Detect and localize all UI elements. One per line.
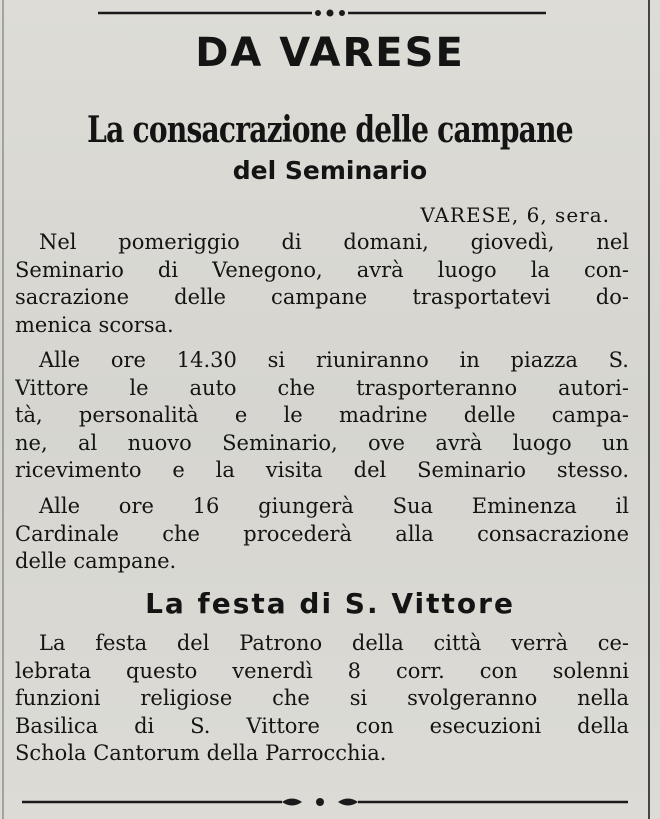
column-rule-right bbox=[648, 0, 650, 819]
subheadline: del Seminario bbox=[232, 156, 428, 185]
text-line: Cardinale che procederà alla consacrazione bbox=[15, 521, 629, 546]
paragraph-3 bbox=[15, 493, 629, 576]
text-line: funzioni religiose che si svolgeranno nella bbox=[15, 686, 629, 710]
ornamental-rule-top-icon bbox=[20, 6, 630, 20]
text-line: Seminario di Venegono, avrà luogo la con- bbox=[15, 257, 629, 282]
text-line: lebrata questo venerdì 8 corr. con solenni bbox=[15, 658, 629, 683]
headline: La consacrazione delle campane bbox=[87, 109, 573, 151]
section-2-title: La festa di S. Vittore bbox=[145, 587, 515, 620]
text-line: ne, al nuovo Seminario, ove avrà luogo un bbox=[15, 430, 629, 455]
text-line: Schola Cantorum della Parrocchia. bbox=[15, 741, 387, 765]
section-title: DA VARESE bbox=[195, 30, 465, 76]
text-line: Vittore le auto che trasporteranno autori- bbox=[15, 375, 629, 400]
text-line: La festa del Patrono della città verrà ce- bbox=[39, 631, 629, 655]
text-line: Alle ore 14.30 si riuniranno in piazza S. bbox=[39, 348, 629, 372]
text-line: Nel pomeriggio di domani, giovedì, nel bbox=[39, 230, 629, 254]
paragraph-4 bbox=[15, 630, 629, 768]
text-line: ricevimento e la visita del Seminario stesso. bbox=[15, 458, 629, 482]
dateline: VARESE, 6, sera. bbox=[420, 203, 610, 227]
text-line: Alle ore 16 giungerà Sua Eminenza il bbox=[39, 494, 629, 518]
column-rule-left bbox=[2, 0, 4, 819]
ornamental-rule-bottom-icon bbox=[20, 795, 630, 809]
text-line: sacrazione delle campane trasportatevi do- bbox=[15, 285, 629, 309]
text-line: tà, personalità e le madrine delle campa- bbox=[15, 403, 629, 427]
text-line: menica scorsa. bbox=[15, 312, 174, 337]
text-line: Basilica di S. Vittore con esecuzioni della bbox=[15, 713, 629, 738]
paragraph-2 bbox=[15, 347, 629, 485]
text-line: delle campane. bbox=[15, 549, 177, 573]
paragraph-1 bbox=[15, 229, 629, 339]
